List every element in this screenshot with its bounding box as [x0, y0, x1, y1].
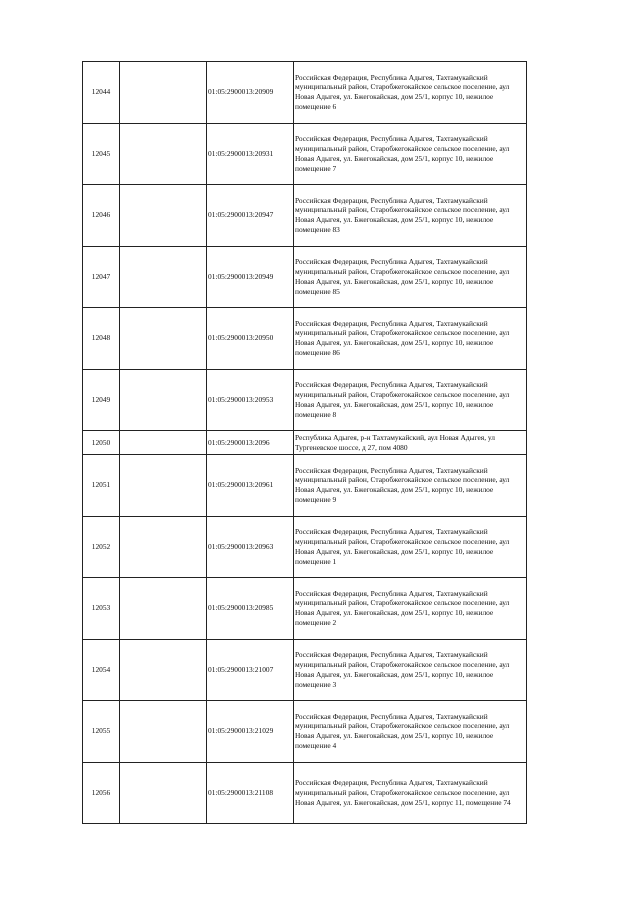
row-number-cell: 12051 — [83, 455, 120, 517]
row-number-cell: 12047 — [83, 246, 120, 308]
address-cell: Российская Федерация, Республика Адыгея, Тахтамукайский муниципальный район, Старобжегокайское сельское поселение, аул Новая Адыгея, ул. Бжегокайская, дом 25/1, корпус 10, нежилое помещение 2 — [294, 578, 527, 640]
table-row — [83, 62, 527, 124]
table-row — [83, 516, 527, 578]
table-row — [83, 369, 527, 431]
empty-cell — [120, 762, 207, 824]
address-cell: Российская Федерация, Республика Адыгея, Тахтамукайский муниципальный район, Старобжегокайское сельское поселение, аул Новая Адыгея, ул. Бжегокайская, дом 25/1, корпус 10, нежилое помещение 3 — [294, 639, 527, 701]
empty-cell — [120, 308, 207, 370]
cadastral-number-cell: 01:05:2900013:20963 — [207, 516, 294, 578]
row-number-cell: 12056 — [83, 762, 120, 824]
table-row — [83, 701, 527, 763]
row-number-cell: 12053 — [83, 578, 120, 640]
registry-table — [82, 61, 527, 824]
row-number-cell: 12048 — [83, 308, 120, 370]
row-number-cell: 12052 — [83, 516, 120, 578]
table-row — [83, 246, 527, 308]
row-number-cell: 12045 — [83, 123, 120, 185]
empty-cell — [120, 246, 207, 308]
address-cell: Российская Федерация, Республика Адыгея, Тахтамукайский муниципальный район, Старобжегокайское сельское поселение, аул Новая Адыгея, ул. Бжегокайская, дом 25/1, корпус 10, нежилое помещение 7 — [294, 123, 527, 185]
row-number-cell: 12046 — [83, 185, 120, 247]
address-cell: Российская Федерация, Республика Адыгея, Тахтамукайский муниципальный район, Старобжегокайское сельское поселение, аул Новая Адыгея, ул. Бжегокайская, дом 25/1, корпус 10, нежилое помещение 6 — [294, 62, 527, 124]
cadastral-number-cell: 01:05:2900013:21007 — [207, 639, 294, 701]
registry-table-body — [83, 62, 527, 824]
table-row — [83, 639, 527, 701]
address-cell: Российская Федерация, Республика Адыгея, Тахтамукайский муниципальный район, Старобжегокайское сельское поселение, аул Новая Адыгея, ул. Бжегокайская, дом 25/1, корпус 10, нежилое помещение 4 — [294, 701, 527, 763]
empty-cell — [120, 62, 207, 124]
address-cell: Российская Федерация, Республика Адыгея, Тахтамукайский муниципальный район, Старобжегокайское сельское поселение, аул Новая Адыгея, ул. Бжегокайская, дом 25/1, корпус 10, нежилое помещение 8 — [294, 369, 527, 431]
cadastral-number-cell: 01:05:2900013:21029 — [207, 701, 294, 763]
table-row — [83, 185, 527, 247]
cadastral-number-cell: 01:05:2900013:20949 — [207, 246, 294, 308]
address-cell: Российская Федерация, Республика Адыгея, Тахтамукайский муниципальный район, Старобжегокайское сельское поселение, аул Новая Адыгея, ул. Бжегокайская, дом 25/1, корпус 10, нежилое помещение 9 — [294, 455, 527, 517]
address-cell: Российская Федерация, Республика Адыгея, Тахтамукайский муниципальный район, Старобжегокайское сельское поселение, аул Новая Адыгея, ул. Бжегокайская, дом 25/1, корпус 10, нежилое помещение 86 — [294, 308, 527, 370]
table-row — [83, 578, 527, 640]
address-cell: Российская Федерация, Республика Адыгея, Тахтамукайский муниципальный район, Старобжегокайское сельское поселение, аул Новая Адыгея, ул. Бжегокайская, дом 25/1, корпус 11, помещение 74 — [294, 762, 527, 824]
row-number-cell: 12049 — [83, 369, 120, 431]
row-number-cell: 12055 — [83, 701, 120, 763]
empty-cell — [120, 639, 207, 701]
cadastral-number-cell: 01:05:2900013:20950 — [207, 308, 294, 370]
address-cell: Российская Федерация, Республика Адыгея, Тахтамукайский муниципальный район, Старобжегокайское сельское поселение, аул Новая Адыгея, ул. Бжегокайская, дом 25/1, корпус 10, нежилое помещение 83 — [294, 185, 527, 247]
cadastral-number-cell: 01:05:2900013:2096 — [207, 431, 294, 455]
empty-cell — [120, 455, 207, 517]
empty-cell — [120, 369, 207, 431]
table-row — [83, 455, 527, 517]
cadastral-number-cell: 01:05:2900013:20931 — [207, 123, 294, 185]
address-cell: Российская Федерация, Республика Адыгея, Тахтамукайский муниципальный район, Старобжегокайское сельское поселение, аул Новая Адыгея, ул. Бжегокайская, дом 25/1, корпус 10, нежилое помещение 1 — [294, 516, 527, 578]
cadastral-number-cell: 01:05:2900013:20985 — [207, 578, 294, 640]
cadastral-number-cell: 01:05:2900013:20909 — [207, 62, 294, 124]
cadastral-number-cell: 01:05:2900013:21108 — [207, 762, 294, 824]
cadastral-number-cell: 01:05:2900013:20961 — [207, 455, 294, 517]
empty-cell — [120, 701, 207, 763]
table-row — [83, 308, 527, 370]
address-cell: Российская Федерация, Республика Адыгея, Тахтамукайский муниципальный район, Старобжегокайское сельское поселение, аул Новая Адыгея, ул. Бжегокайская, дом 25/1, корпус 10, нежилое помещение 85 — [294, 246, 527, 308]
table-row — [83, 431, 527, 455]
table-row — [83, 762, 527, 824]
cadastral-number-cell: 01:05:2900013:20953 — [207, 369, 294, 431]
row-number-cell: 12044 — [83, 62, 120, 124]
row-number-cell: 12054 — [83, 639, 120, 701]
empty-cell — [120, 516, 207, 578]
address-cell: Республика Адыгея, р-н Тахтамукайский, аул Новая Адыгея, ул Тургеневское шоссе, д 27, пом 4080 — [294, 431, 527, 455]
empty-cell — [120, 578, 207, 640]
table-row — [83, 123, 527, 185]
row-number-cell: 12050 — [83, 431, 120, 455]
empty-cell — [120, 185, 207, 247]
empty-cell — [120, 123, 207, 185]
empty-cell — [120, 431, 207, 455]
cadastral-number-cell: 01:05:2900013:20947 — [207, 185, 294, 247]
